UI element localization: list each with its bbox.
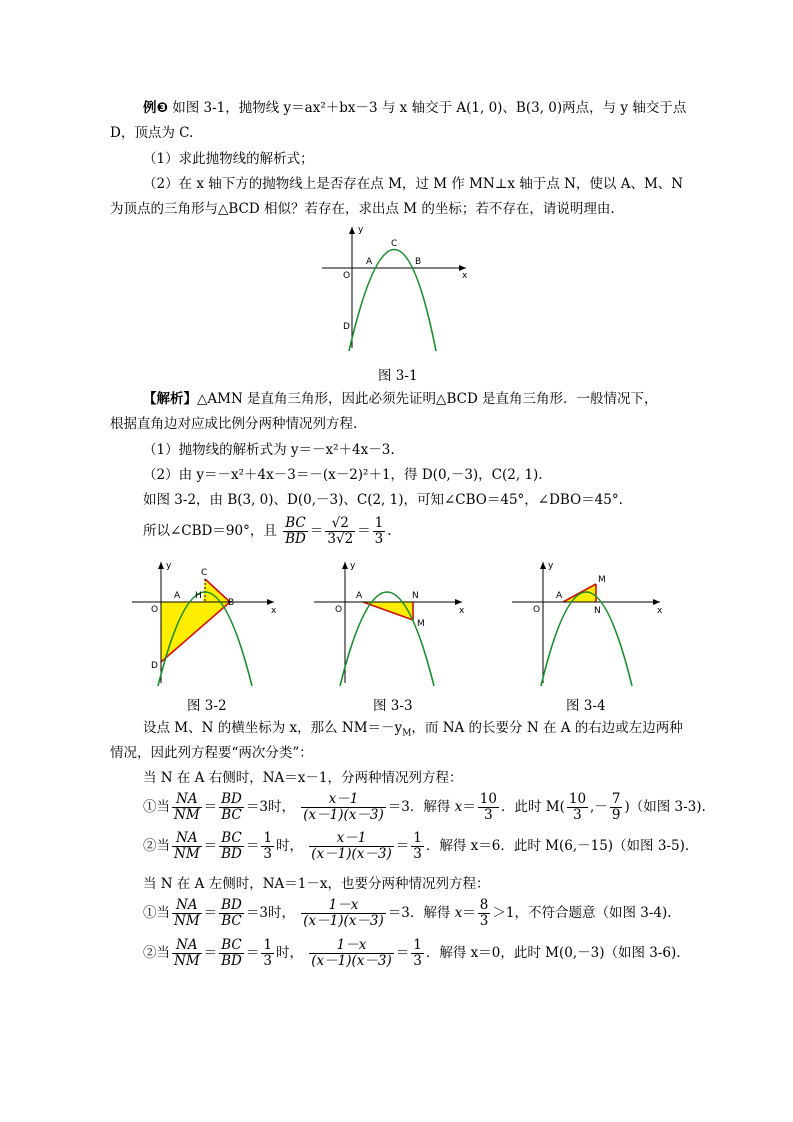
fig1-label-D: D (343, 322, 350, 332)
solution-4: 所以∠CBD＝90°，且 $\frac{BC}{BD}$ ＝ $\frac{√2}{3√2}$ ＝ $\frac{1}{3}$ . (143, 515, 392, 547)
solution-4-text: 所以∠CBD＝90°，且 (143, 523, 277, 539)
solution-3: 如图 3-2，由 B(3, 0)、D(0,－3)、C(2, 1)，可知∠CBO＝45°，∠DBO＝45°. (143, 492, 623, 508)
figure-3-2 (128, 558, 288, 688)
body-line-2: 情况，因此列方程要“两次分类”： (110, 745, 313, 761)
fig4-label-O: O (533, 605, 541, 615)
fig4-label-A: A (556, 591, 563, 601)
frac-3root2: 3√2 (327, 531, 354, 547)
case-2-title: 当 N 在 A 左侧时，NA＝1－x，也要分两种情况列方程： (143, 876, 490, 892)
analysis-line-1 (143, 389, 658, 409)
fig1-label-O: O (343, 271, 351, 281)
fig2-label-x: x (271, 606, 277, 616)
example-line-2: D，顶点为 C. (110, 125, 194, 141)
fig2-label-O: O (151, 605, 159, 615)
fig4-caption: 图 3-4 (566, 698, 606, 714)
frac-1: 1 (374, 515, 384, 531)
figure-3-3 (310, 558, 470, 688)
solution-1: （1）抛物线的解析式为 y＝－x²＋4x－3. (143, 442, 395, 458)
fig3-label-A: A (356, 591, 363, 601)
fig2-label-y: y (166, 561, 172, 571)
fig3-label-O: O (335, 605, 343, 615)
body-text-1a: 设点 M、N 的横坐标为 x，那么 NM＝－y (143, 720, 403, 736)
solution-2: （2）由 y＝－x²＋4x－3＝－(x－2)²＋1，得 D(0,－3)，C(2, 1). (143, 467, 543, 483)
question-1: （1）求此抛物线的解析式； (143, 151, 314, 167)
analysis-line-2: 根据直角边对应成比例分两种情况列方程. (110, 416, 358, 432)
figure-3-1 (316, 223, 476, 353)
fig2-label-C: C (201, 568, 208, 578)
fig2-label-A: A (174, 591, 181, 601)
case-1-row-2: ②当 $\frac{NA}{NM}$ ＝ $\frac{BC}{BD}$ ＝ $\frac{1}{3}$ 时， $\frac{x-1}{(x-1)(x-3)}$ ＝ $\frac{1}{3}$ ．解得 x＝6．此时 M(6,－15)（如图 3-5). (143, 830, 690, 862)
question-2-b: 为顶点的三角形与△BCD 相似？若存在，求出点 M 的坐标；若不存在，请说明理由. (110, 201, 615, 217)
frac-root2: √2 (325, 516, 355, 532)
question-2-a: （2）在 x 轴下方的抛物线上是否存在点 M，过 M 作 MN⊥x 轴于点 N，使以 A、M、N (143, 176, 684, 192)
fig1-label-C: C (391, 239, 398, 249)
analysis-title: 【解析】 (143, 391, 197, 407)
fig1-label-x: x (462, 271, 468, 281)
body-line-1 (143, 718, 683, 744)
fig2-label-H: H (195, 591, 202, 601)
fig2-label-B: B (228, 598, 235, 608)
fig4-label-y: y (548, 561, 554, 571)
figure-3-4 (508, 558, 668, 688)
fig1-caption: 图 3-1 (378, 368, 418, 384)
case-2-row-1: ①当 $\frac{NA}{NM}$ ＝ $\frac{BD}{BC}$ ＝3时， $\frac{1-x}{(x-1)(x-3)}$ ＝3．解得 x＝ $\frac{8}{3}$ ＞1，不符合题意（如图 3-4). (143, 897, 672, 929)
body-sub-m: M (402, 728, 412, 739)
case-1-title: 当 N 在 A 右侧时，NA＝x－1，分两种情况列方程： (143, 770, 463, 786)
case-1-row-1: ①当 $\frac{NA}{NM}$ ＝ $\frac{BD}{BC}$ ＝3时， $\frac{x-1}{(x-1)(x-3)}$ ＝3．解得 x＝ $\frac{10}{3}$ ．此时 M( $\frac{10}{3}$ ,－ $\frac{7}{9}$ )（如图 3-3). (143, 791, 706, 823)
fig1-label-B: B (415, 257, 422, 267)
fig3-label-y: y (350, 561, 356, 571)
example-label: 例❸ (143, 100, 168, 116)
fig3-label-x: x (459, 606, 465, 616)
fig2-caption: 图 3-2 (187, 698, 227, 714)
case-2-row-2: ②当 $\frac{NA}{NM}$ ＝ $\frac{BC}{BD}$ ＝ $\frac{1}{3}$ 时， $\frac{1-x}{(x-1)(x-3)}$ ＝ $\frac{1}{3}$ ．解得 x＝0，此时 M(0,－3)（如图 3-6). (143, 937, 681, 969)
fig1-label-y: y (358, 225, 364, 235)
frac-3: 3 (374, 531, 384, 547)
fig3-caption: 图 3-3 (373, 698, 413, 714)
fig3-label-M: M (417, 619, 425, 629)
example-text-1: 如图 3-1，抛物线 y＝ax²＋bx－3 与 x 轴交于 A(1, 0)、B(3, 0)两点，与 y 轴交于点 (172, 100, 687, 116)
frac-bd: BD (285, 531, 306, 547)
analysis-text-1: △AMN 是直角三角形，因此必须先证明△BCD 是直角三角形．一般情况下， (197, 391, 658, 407)
fig4-label-x: x (657, 606, 663, 616)
fig3-label-N: N (412, 591, 419, 601)
fig4-label-N: N (594, 606, 601, 616)
example-line-1 (143, 98, 686, 118)
fig1-label-A: A (366, 257, 373, 267)
frac-bc: BC (283, 516, 308, 532)
fig2-label-D: D (151, 661, 158, 671)
fig4-label-M: M (598, 575, 606, 585)
body-text-1b: ，而 NA 的长要分 N 在 A 的右边或左边两种 (411, 720, 683, 736)
